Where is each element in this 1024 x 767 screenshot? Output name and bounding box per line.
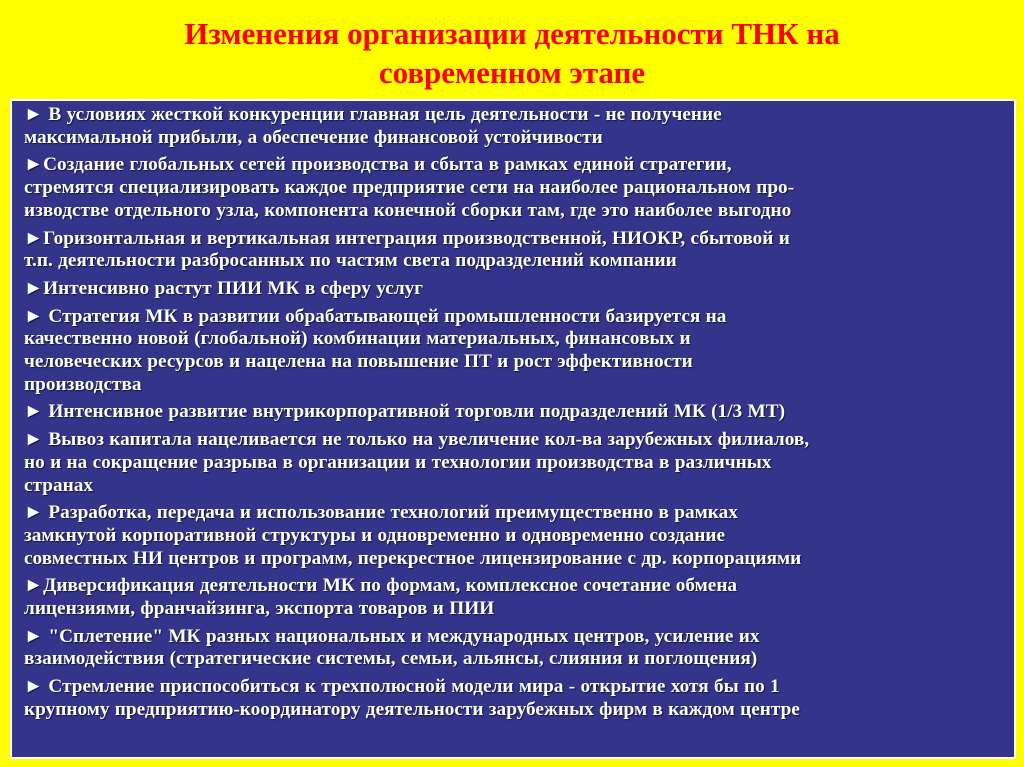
bullet-line: ►Интенсивно растут ПИИ МК в сферу услуг — [24, 277, 424, 299]
bullet-line: ► В условиях жесткой конкуренции главная цель деятельности - не получение — [24, 104, 722, 125]
bullet-line: ►Горизонтальная и вертикальная интеграция производственной, НИОКР, сбытовой и — [24, 227, 790, 249]
bullet-line: замкнутой корпоративной структуры и одновременно и одновременно создание — [24, 524, 726, 546]
bullet-line: изводстве отдельного узла, компонента конечной сборки там, где это наиболее выгодно — [24, 199, 792, 221]
slide-title-line-2: современном этапе — [378, 55, 646, 90]
bullet-line: производства — [24, 373, 142, 395]
bullet-line: человеческих ресурсов и нацелена на повышение ПТ и рост эффективности — [24, 351, 693, 373]
bullet-item — [24, 306, 1004, 397]
bullet-line: совместных НИ центров и программ, перекрестное лицензирование с др. корпорациями — [24, 547, 802, 569]
bullet-line: ► Интенсивное развитие внутрикорпоративной торговли подразделений МК (1/3 МТ) — [24, 401, 785, 423]
bullet-item — [24, 104, 1004, 149]
bullet-line: стремятся специализировать каждое предприятие сети на наиболее рациональном про- — [24, 177, 795, 199]
bullet-item — [24, 626, 1004, 671]
slide-title-line-1: Изменения организации деятельности ТНК на — [184, 16, 840, 51]
bullet-item — [24, 575, 1004, 620]
bullet-line: ► Стремление приспособиться к трехполюсной модели мира - открытие хотя бы по 1 — [24, 676, 780, 698]
bullet-line: взаимодействия (стратегические системы, семьи, альянсы, слияния и поглощения) — [24, 648, 758, 670]
bullet-line: ► Разработка, передача и использование технологий преимущественно в рамках — [24, 502, 738, 524]
bullet-line: ► Стратегия МК в развитии обрабатывающей промышленности базируется на — [24, 305, 727, 327]
bullet-line: т.п. деятельности разбросанных по частям света подразделений компании — [24, 250, 677, 272]
bullet-item — [24, 502, 1004, 570]
bullet-line: максимальной прибыли, а обеспечение финансовой устойчивости — [24, 126, 603, 148]
bullet-line: ► Вывоз капитала нацеливается не только на увеличение кол-ва зарубежных филиалов, — [24, 429, 810, 451]
bullet-line: ► "Сплетение" МК разных национальных и международных центров, усиление их — [24, 625, 760, 647]
bullet-line: но и на сокращение разрыва в организации и технологии производства в различных — [24, 451, 772, 473]
bullet-line: крупному предприятию-координатору деятельности зарубежных фирм в каждом центре — [24, 698, 800, 720]
bullet-line: качественно новой (глобальной) комбинации материальных, финансовых и — [24, 328, 691, 350]
bullet-line: лицензиями, франчайзинга, экспорта товаров и ПИИ — [24, 598, 495, 620]
content-panel — [10, 99, 1016, 759]
bullet-item — [24, 676, 1004, 721]
bullet-item — [24, 401, 1004, 424]
bullet-item — [24, 228, 1004, 273]
bullet-item — [24, 278, 1004, 301]
bullet-line: ►Диверсификация деятельности МК по формам, комплексное сочетание обмена — [24, 575, 738, 597]
bullet-line: ►Создание глобальных сетей производства и сбыта в рамках единой стратегии, — [24, 154, 732, 176]
bullet-line: странах — [24, 474, 94, 496]
bullet-item — [24, 154, 1004, 222]
bullet-item — [24, 429, 1004, 497]
slide-title — [0, 14, 1024, 92]
